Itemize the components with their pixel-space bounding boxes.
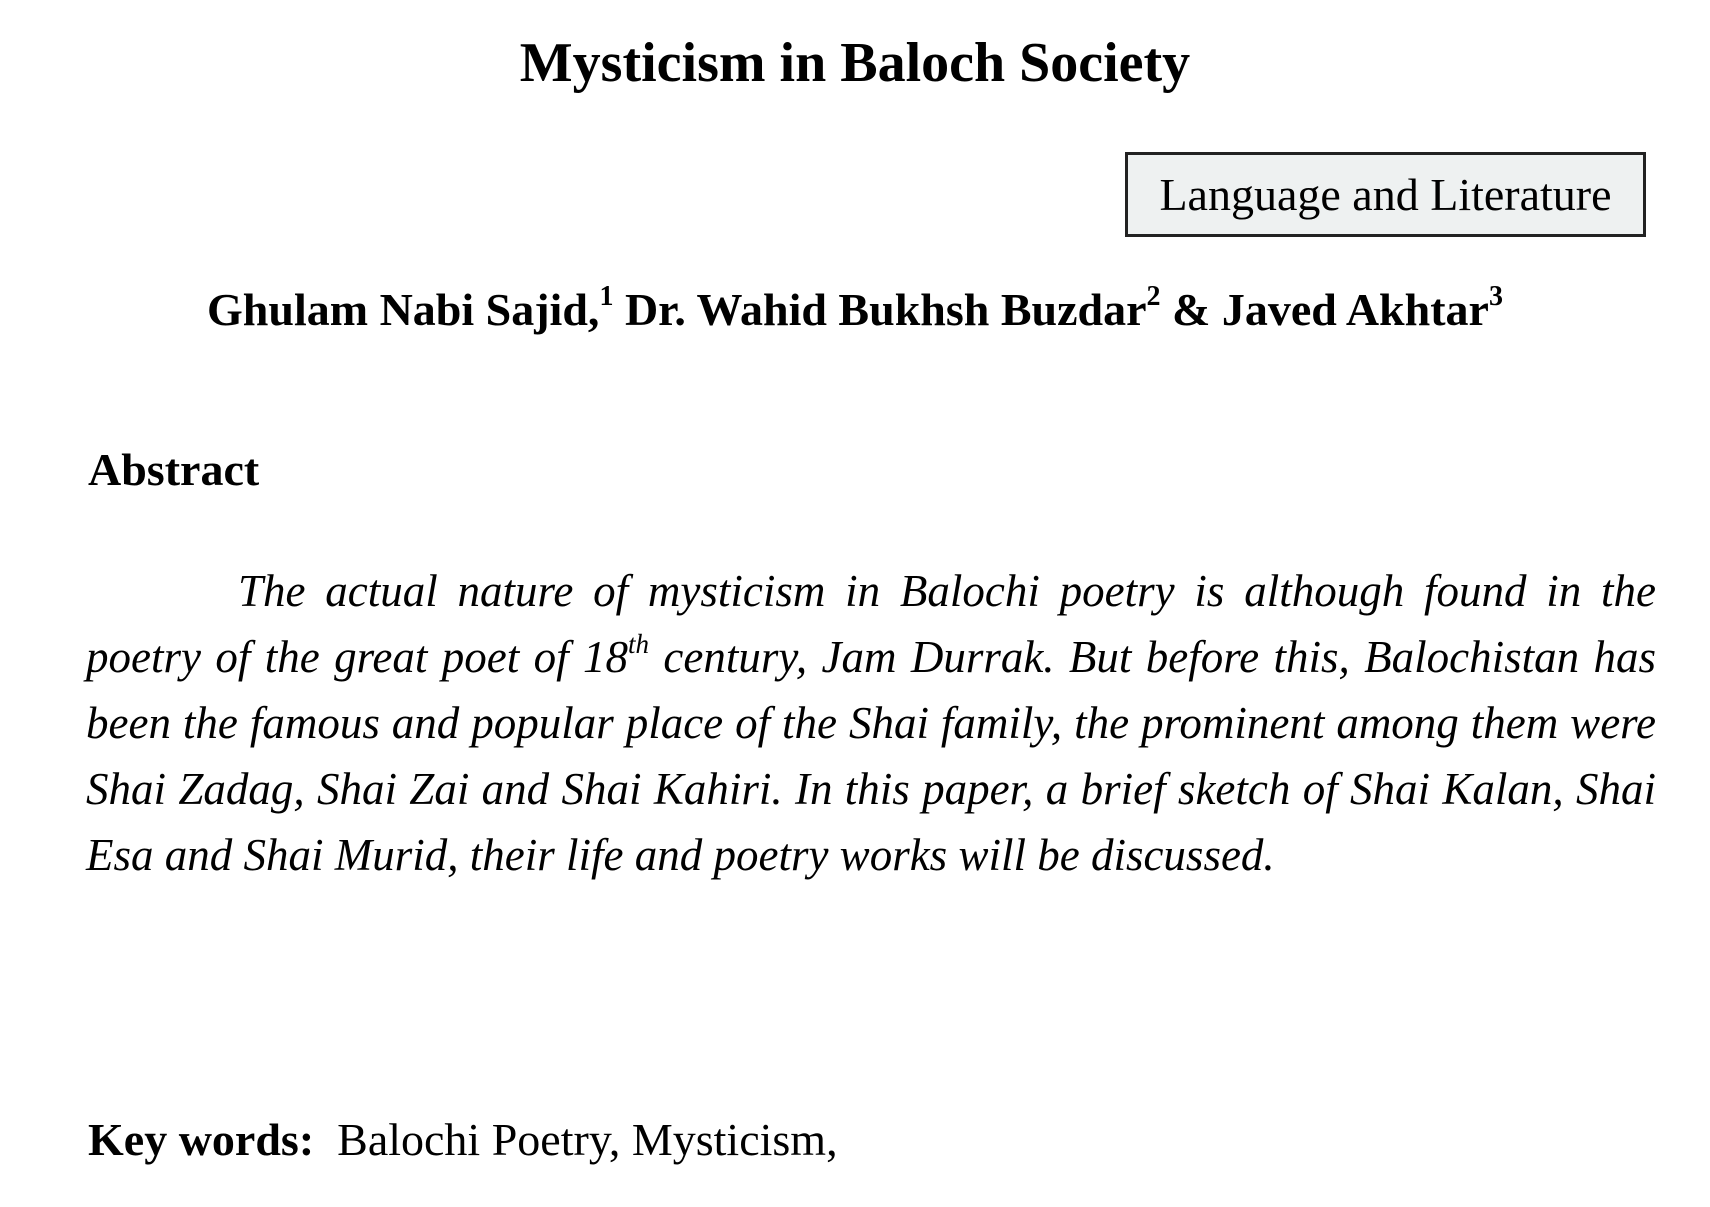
keywords-line [88, 1110, 838, 1170]
author-separator [613, 284, 625, 335]
author-name: Dr. Wahid Bukhsh Buzdar [624, 284, 1147, 335]
author-line [0, 280, 1710, 340]
abstract-text-part: The actual nature of mysticism in Balochi poetry is although found in the poetry of the great poet of 18 [86, 566, 1656, 682]
abstract-heading: Abstract [88, 444, 260, 495]
author-affiliation-mark: 1 [599, 281, 614, 312]
abstract-text-part: century, Jam Durrak. But before this, Balochistan has been the famous and popular place of the Shai family, the prominent among them were Shai Zadag, Shai Zai and Shai Kahiri. In this paper, a brief sketch of Shai Kalan, Shai Esa and Shai Murid, their life and poetry works will be discussed. [86, 632, 1656, 880]
author-affiliation-mark: 2 [1146, 281, 1161, 312]
abstract-body [86, 558, 1656, 888]
author-separator: & [1160, 284, 1222, 335]
keywords-value: Balochi Poetry, Mysticism, [337, 1114, 838, 1165]
ordinal-suffix: th [628, 629, 650, 659]
category-badge: Language and Literature [1125, 152, 1646, 237]
author-name: Javed Akhtar [1221, 284, 1489, 335]
author-affiliation-mark: 3 [1488, 281, 1503, 312]
keywords-label: Key words: [88, 1114, 315, 1165]
author-name: Ghulam Nabi Sajid, [207, 284, 600, 335]
paper-title: Mysticism in Baloch Society [519, 32, 1191, 94]
